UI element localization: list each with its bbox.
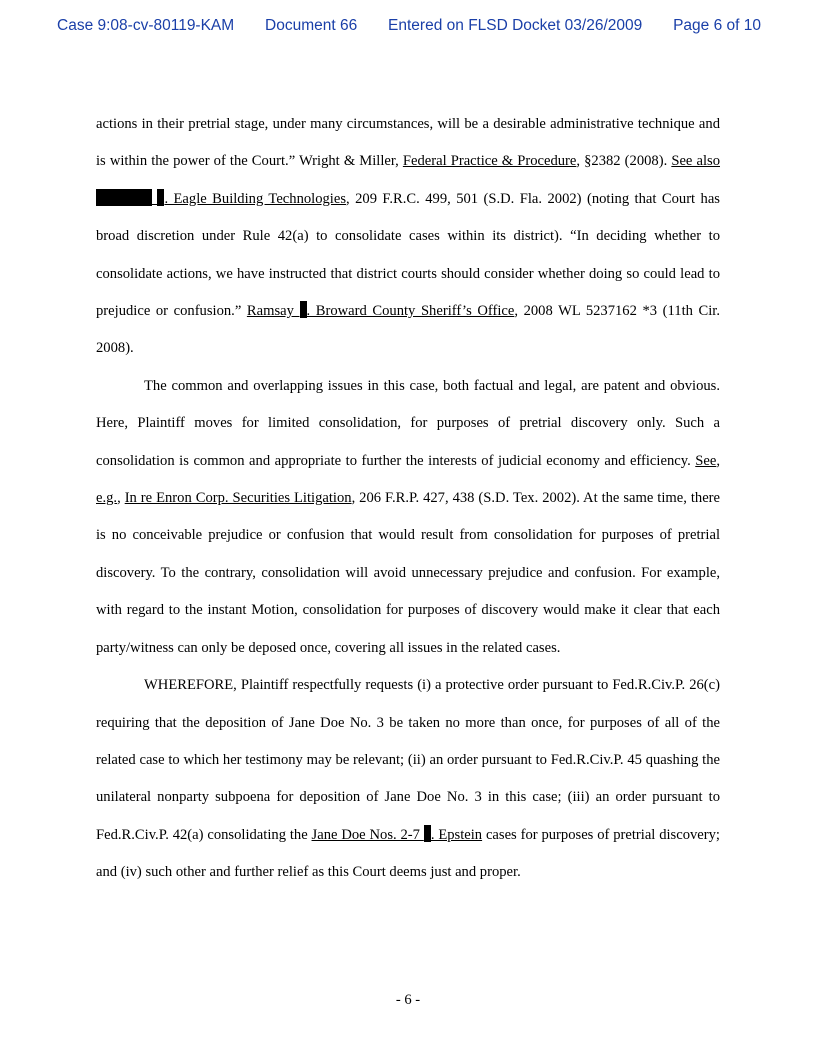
docket-header: [57, 17, 761, 35]
text: , 206 F.R.P. 427, 438 (S.D. Tex. 2002). At the same time, there is no conceivable prejudice or confusion that would result from consolidation for purposes of pretrial discovery. To the contrary, consolidation will avoid unnecessary prejudice and confusion. For example, with regard to the instant Motion, consolidation for purposes of discovery would make it clear that each party/witness can only be deposed once, covering all issues in the related cases.: [96, 490, 721, 656]
text: , §2382 (2008).: [576, 153, 672, 170]
paragraph-continuation: [96, 106, 720, 368]
redaction-block: [300, 301, 307, 318]
text: ,: [117, 490, 125, 507]
citation-federal-practice: Federal Practice & Procedure: [402, 153, 577, 170]
text: The common and overlapping issues in this case, both factual and legal, are patent and obvious. Here, Plaintiff moves for limited consolidation, for purposes of pretrial discovery only. Such a consolidation is common and appropriate to further the interests of judicial economy and efficiency.: [96, 377, 720, 469]
text: ,: [716, 452, 720, 469]
case-number: Case 9:08-cv-80119-KAM: [57, 17, 235, 34]
document-number: Document 66: [265, 17, 358, 34]
redaction-block: [96, 189, 152, 206]
citation-jane-doe: Jane Doe Nos. 2-7: [311, 826, 424, 843]
text: actions in their pretrial stage, under many circumstances, will be a desirable administrative technique and is within the power of the Court.” Wright & Miller,: [96, 116, 720, 170]
paragraph-wherefore: [96, 667, 720, 891]
page-number: - 6 -: [395, 992, 421, 1008]
citation-enron: In re Enron Corp. Securities Litigation: [124, 490, 352, 507]
paragraph-overlapping-issues: [96, 368, 720, 667]
text: cases for purposes of pretrial discovery; and (iv) such other and further relief as this Court deems just and proper.: [96, 826, 720, 881]
citation-epstein: . Epstein: [430, 826, 483, 843]
signal-see-also: See also: [671, 153, 720, 170]
text: , 2008 WL 5237162 *3 (11th Cir. 2008).: [96, 303, 720, 357]
page-indicator: Page 6 of 10: [673, 17, 761, 34]
redaction-block: [424, 825, 431, 842]
docket-entry-date: Entered on FLSD Docket 03/26/2009: [388, 17, 643, 34]
text: , 209 F.R.C. 499, 501 (S.D. Fla. 2002) (noting that Court has broad discretion under Rule 42(a) to consolidate cases within its district). “In deciding whether to consolidate actions, we have instructed that district courts should consider whether doing so could lead to prejudice or confusion.”: [96, 190, 720, 320]
text: WHEREFORE, Plaintiff respectfully requests (i) a protective order pursuant to Fed.R.Civ.P. 26(c) requiring that the deposition of Jane Doe No. 3 be taken no more than once, for purposes of all of the related case to which her testimony may be relevant; (ii) an order pursuant to Fed.R.Civ.P. 45 quashing the unilateral nonparty subpoena for deposition of Jane Doe No. 3 in this case; (iii) an order pursuant to Fed.R.Civ.P. 42(a) consolidating the: [96, 677, 720, 843]
citation-eagle-building: . Eagle Building Technologies: [164, 190, 347, 207]
citation-broward-county: . Broward County Sheriff’s Office: [306, 303, 515, 320]
document-body: [96, 106, 720, 892]
signal-eg: e.g.: [96, 490, 118, 507]
signal-see: See: [695, 452, 717, 469]
citation-ramsay: Ramsay: [246, 303, 300, 320]
